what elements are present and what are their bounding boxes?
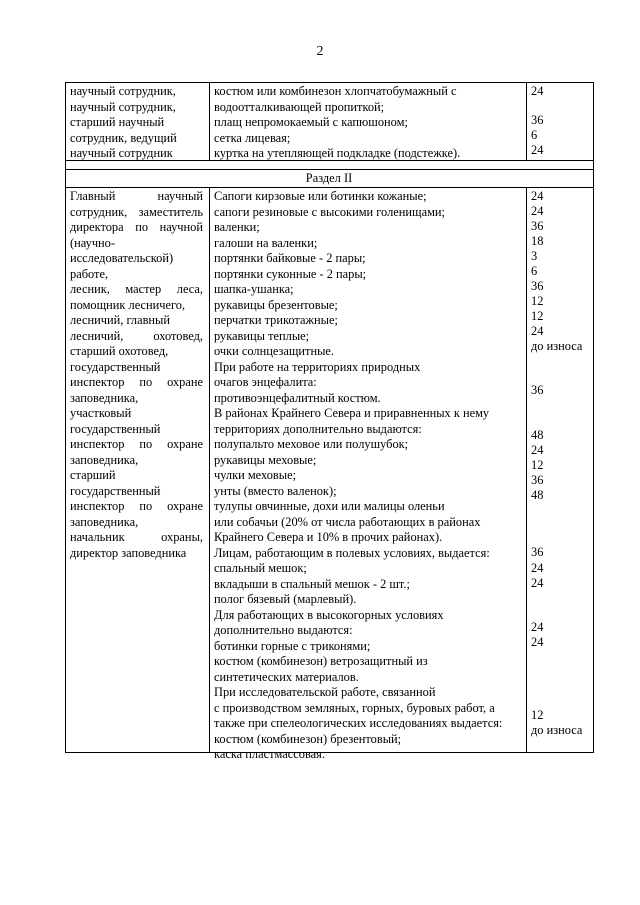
position-name-line: инспектор по охране (70, 437, 203, 451)
position-name-line: помощник лесничего, (70, 297, 186, 312)
item-line: также при спелеологических исследованиях выдается: (214, 716, 503, 730)
item-line: Для работающих в высокогорных условиях (214, 607, 444, 622)
position-name-line: научный сотрудник, (70, 84, 176, 98)
item-line: Крайнего Севера и 10% в прочих районах). (214, 530, 443, 544)
position-name-line: сотрудник, ведущий (70, 130, 177, 145)
position-name-line: заповедника, (70, 452, 139, 467)
item-line: Сапоги кирзовые или ботинки кожаные; (214, 189, 427, 203)
item-line: или собачьи (20% от числа работающих в районах (214, 514, 481, 529)
position-name-line: инспектор по охране (70, 499, 203, 513)
item-line: противоэнцефалитный костюм. (214, 390, 381, 405)
row-divider (65, 169, 594, 170)
position-name-line: старший (70, 468, 116, 482)
norm-value: 24 (531, 324, 544, 338)
item-line: рукавицы брезентовые; (214, 297, 338, 312)
table-border-right (593, 82, 594, 752)
norm-value: 48 (531, 488, 544, 502)
item-line: спальный мешок; (214, 561, 307, 575)
item-line: синтетических материалов. (214, 669, 359, 684)
item-line: каска пластмассовая. (214, 747, 325, 761)
item-line: рукавицы теплые; (214, 328, 310, 343)
item-line: с производством земляных, горных, буровых работ, а (214, 700, 495, 715)
item-line: галоши на валенки; (214, 235, 318, 250)
norm-value: 12 (531, 294, 544, 308)
position-name-line: участковый (70, 406, 132, 420)
table-border-top (65, 82, 594, 83)
item-line: водоотталкивающей пропиткой; (214, 99, 385, 114)
norm-value: 6 (531, 264, 538, 278)
item-line: шапка-ушанка; (214, 282, 294, 296)
position-name-line: государственный (70, 483, 161, 498)
norm-value: 36 (531, 383, 544, 397)
norm-value: 24 (531, 576, 544, 590)
table-border-bottom (65, 752, 594, 753)
norm-value: 3 (531, 249, 538, 263)
norm-value: 24 (531, 561, 544, 575)
column-divider-2 (526, 82, 527, 160)
column-divider-2 (526, 187, 527, 752)
position-name-line: лесничий, главный (70, 313, 171, 327)
item-line: При работе на территориях природных (214, 359, 421, 374)
position-name-line: государственный (70, 421, 161, 436)
norm-value: 12 (531, 708, 544, 722)
norm-value: 48 (531, 428, 544, 442)
position-name-line: Главный научный (70, 189, 203, 203)
norm-value: 24 (531, 620, 544, 634)
norm-value: 24 (531, 635, 544, 649)
position-name-line: лесничий, охотовед, (70, 328, 203, 343)
norm-value: 36 (531, 279, 544, 293)
norm-value: до износа (531, 339, 583, 353)
norm-value: 12 (531, 458, 544, 472)
item-line: территориях дополнительно выдаются: (214, 421, 422, 436)
item-line: полупальто меховое или полушубок; (214, 437, 409, 451)
norm-value: 12 (531, 309, 544, 323)
item-line: костюм (комбинезон) ветрозащитный из (214, 654, 428, 668)
item-line: очагов энцефалита: (214, 375, 317, 389)
norm-value: 24 (531, 84, 544, 98)
position-name-line: научный сотрудник (70, 146, 173, 160)
position-name-line: государственный (70, 359, 161, 374)
position-name-line: (научно- (70, 235, 116, 250)
page-number: 2 (316, 44, 324, 59)
item-line: В районах Крайнего Севера и приравненных к нему (214, 406, 490, 420)
item-line: портянки суконные - 2 пары; (214, 266, 367, 281)
item-line: куртка на утепляющей подкладке (подстежке). (214, 146, 461, 160)
item-line: перчатки трикотажные; (214, 313, 338, 327)
position-name-line: научный сотрудник, (70, 99, 176, 114)
item-line: сетка лицевая; (214, 130, 291, 145)
position-name-line: работе, (70, 266, 109, 281)
item-line: очки солнцезащитные. (214, 344, 335, 358)
item-line: унты (вместо валенок); (214, 483, 337, 498)
column-divider-1 (209, 82, 210, 160)
norm-value: 24 (531, 143, 544, 157)
position-name-line: заповедника, (70, 390, 139, 405)
item-line: тулупы овчинные, дохи или малицы оленьи (214, 499, 445, 513)
item-line: плащ непромокаемый с капюшоном; (214, 115, 408, 129)
item-line: рукавицы меховые; (214, 452, 317, 467)
norm-value: 24 (531, 204, 544, 218)
position-name-line: заповедника, (70, 514, 139, 529)
position-name-line: начальник охраны, (70, 530, 203, 544)
position-name-line: исследовательской) (70, 251, 174, 265)
item-line: валенки; (214, 220, 260, 234)
norm-value: 24 (531, 189, 544, 203)
norm-value: 6 (531, 128, 538, 142)
position-name-line: инспектор по охране (70, 375, 203, 389)
item-line: Лицам, работающим в полевых условиях, выдается: (214, 545, 490, 560)
position-name-line: лесник, мастер леса, (70, 282, 203, 296)
item-line: дополнительно выдаются: (214, 623, 353, 637)
norm-value: 36 (531, 473, 544, 487)
item-line: костюм (комбинезон) брезентовый; (214, 731, 402, 746)
item-line: ботинки горные с триконями; (214, 638, 371, 653)
item-line: портянки байковые - 2 пары; (214, 251, 366, 265)
section-title: Раздел II (305, 171, 353, 185)
position-name-line: старший охотовед, (70, 344, 169, 358)
item-line: При исследовательской работе, связанной (214, 685, 436, 699)
norm-value: 18 (531, 234, 544, 248)
position-name-line: директора по научной (70, 220, 203, 234)
norm-value: до износа (531, 723, 583, 737)
norm-value: 36 (531, 113, 544, 127)
position-name-line: директор заповедника (70, 545, 187, 560)
item-line: чулки меховые; (214, 468, 297, 482)
item-line: сапоги резиновые с высокими голенищами; (214, 204, 445, 219)
norm-value: 36 (531, 219, 544, 233)
item-line: костюм или комбинезон хлопчатобумажный с (214, 84, 457, 98)
column-divider-1 (209, 187, 210, 752)
position-name-line: сотрудник, заместитель (70, 204, 203, 219)
item-line: вкладыши в спальный мешок - 2 шт.; (214, 576, 410, 591)
norm-value: 24 (531, 443, 544, 457)
item-line: полог бязевый (марлевый). (214, 592, 357, 606)
position-name-line: старший научный (70, 115, 165, 129)
norm-value: 36 (531, 545, 544, 559)
row-divider (65, 187, 594, 188)
